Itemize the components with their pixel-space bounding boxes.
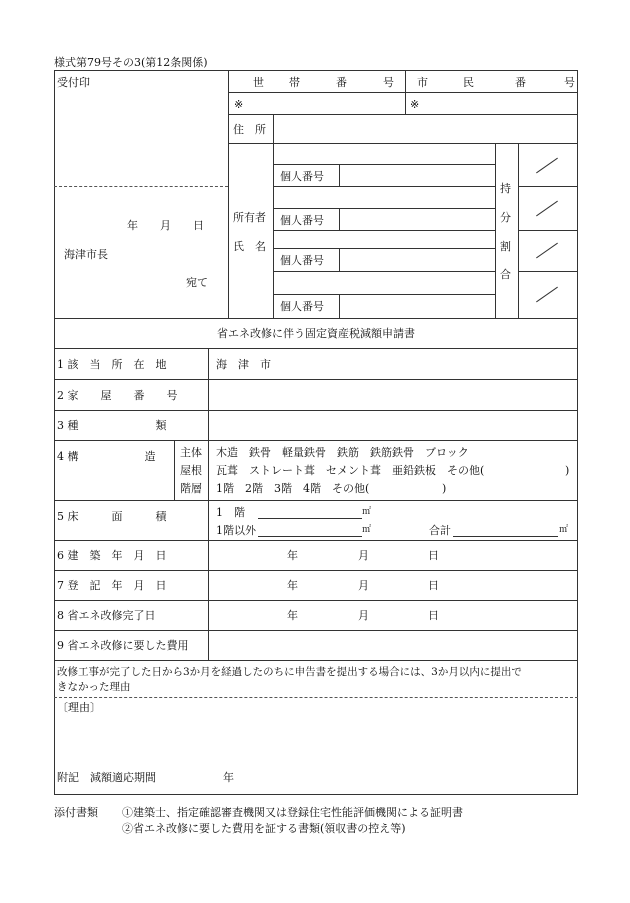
attachment-1: ①建築士、指定確認審査機関又は登録住宅性能評価機関による証明書: [122, 806, 463, 819]
personal-number-label-2: 個人番号: [280, 214, 324, 227]
structure-main-label: 主体: [180, 446, 202, 459]
attachment-2: ②省エネ改修に要した費用を証する書類(領収書の控え等): [122, 822, 406, 835]
floor-area-other: 1階以外: [216, 524, 256, 537]
structure-roof-options: 瓦葺 ストレート葺 セメント葺 亜鉛鉄板 その他(: [216, 464, 485, 477]
r7-day: 日: [428, 579, 439, 592]
floor-area-total: 合計: [429, 524, 451, 537]
structure-roof-close: ): [565, 464, 570, 477]
owner-name-label: 氏 名: [233, 240, 266, 253]
household-char-2: 帯: [289, 76, 300, 89]
row-9-label: 9 省エネ改修に要した費用: [57, 639, 189, 652]
row-5-label: 5 床 面 積: [57, 510, 167, 523]
citizen-char-3: 番: [515, 76, 526, 89]
row-8-label: 8 省エネ改修完了日: [57, 609, 156, 622]
structure-roof-label: 屋根: [180, 464, 202, 477]
structure-main-options: 木造 鉄骨 軽量鉄骨 鉄筋 鉄筋鉄骨 ブロック: [216, 446, 469, 459]
row-2-label: 2 家 屋 番 号: [57, 389, 178, 402]
share-slash-1: [536, 158, 558, 174]
row-3-label: 3 種 類: [57, 419, 167, 432]
r7-year: 年: [287, 579, 298, 592]
citizen-mark: ※: [410, 98, 420, 111]
floor-area-other-unit: ㎡: [362, 525, 372, 535]
floor-area-first-unit: ㎡: [362, 507, 372, 517]
reason-label: 〔理由〕: [57, 701, 101, 714]
share-char-3: 割: [500, 240, 511, 253]
personal-number-label-4: 個人番号: [280, 300, 324, 313]
r7-month: 月: [358, 579, 369, 592]
row-6-label: 6 建 築 年 月 日: [57, 549, 167, 562]
r8-month: 月: [358, 609, 369, 622]
personal-number-label-1: 個人番号: [280, 170, 324, 183]
share-char-2: 分: [500, 211, 511, 224]
share-slash-4: [536, 287, 558, 303]
r6-year: 年: [287, 549, 298, 562]
form-code: 様式第79号その3(第12条関係): [54, 56, 208, 69]
late-reason-text: 改修工事が完了した日から3か月を経過したのちに申告書を提出する場合には、3か月以内に提出で: [57, 666, 522, 678]
citizen-char-4: 号: [564, 76, 575, 89]
share-slash-3: [536, 243, 558, 259]
attachments-label: 添付書類: [54, 806, 98, 819]
address-label: 住 所: [233, 123, 266, 136]
personal-number-label-3: 個人番号: [280, 254, 324, 267]
citizen-char-2: 民: [463, 76, 474, 89]
household-char-3: 番: [336, 76, 347, 89]
household-char-4: 号: [383, 76, 394, 89]
household-char-1: 世: [253, 76, 264, 89]
honorific: 宛て: [186, 276, 208, 289]
row-7-label: 7 登 記 年 月 日: [57, 579, 167, 592]
addressee: 海津市長: [64, 248, 108, 261]
household-mark: ※: [234, 98, 244, 111]
row-1-label: 1 該 当 所 在 地: [57, 358, 167, 371]
owner-label: 所有者: [233, 211, 266, 224]
row-4-label: 4 構 造: [57, 450, 156, 463]
row-1-value: 海 津 市: [216, 358, 271, 371]
structure-floor-label: 階層: [180, 482, 202, 495]
structure-floor-options: 1階 2階 3階 4階 その他(: [216, 482, 370, 495]
reception-stamp-label: 受付印: [57, 76, 90, 89]
r8-year: 年: [287, 609, 298, 622]
note-label: 附記 減額適応期間: [57, 771, 156, 784]
citizen-char-1: 市: [417, 76, 428, 89]
r6-day: 日: [428, 549, 439, 562]
share-slash-2: [536, 201, 558, 217]
form-title: 省エネ改修に伴う固定資産税減額申請書: [217, 327, 415, 340]
floor-area-total-unit: ㎡: [559, 525, 569, 535]
date-line: 年 月 日: [127, 219, 204, 232]
floor-area-first: 1 階: [216, 506, 245, 519]
late-reason-text-2: きなかった理由: [57, 681, 131, 693]
note-year: 年: [223, 771, 234, 784]
structure-floor-close: ): [442, 482, 447, 495]
r8-day: 日: [428, 609, 439, 622]
r6-month: 月: [358, 549, 369, 562]
share-char-4: 合: [500, 268, 511, 281]
share-char-1: 持: [500, 182, 511, 195]
